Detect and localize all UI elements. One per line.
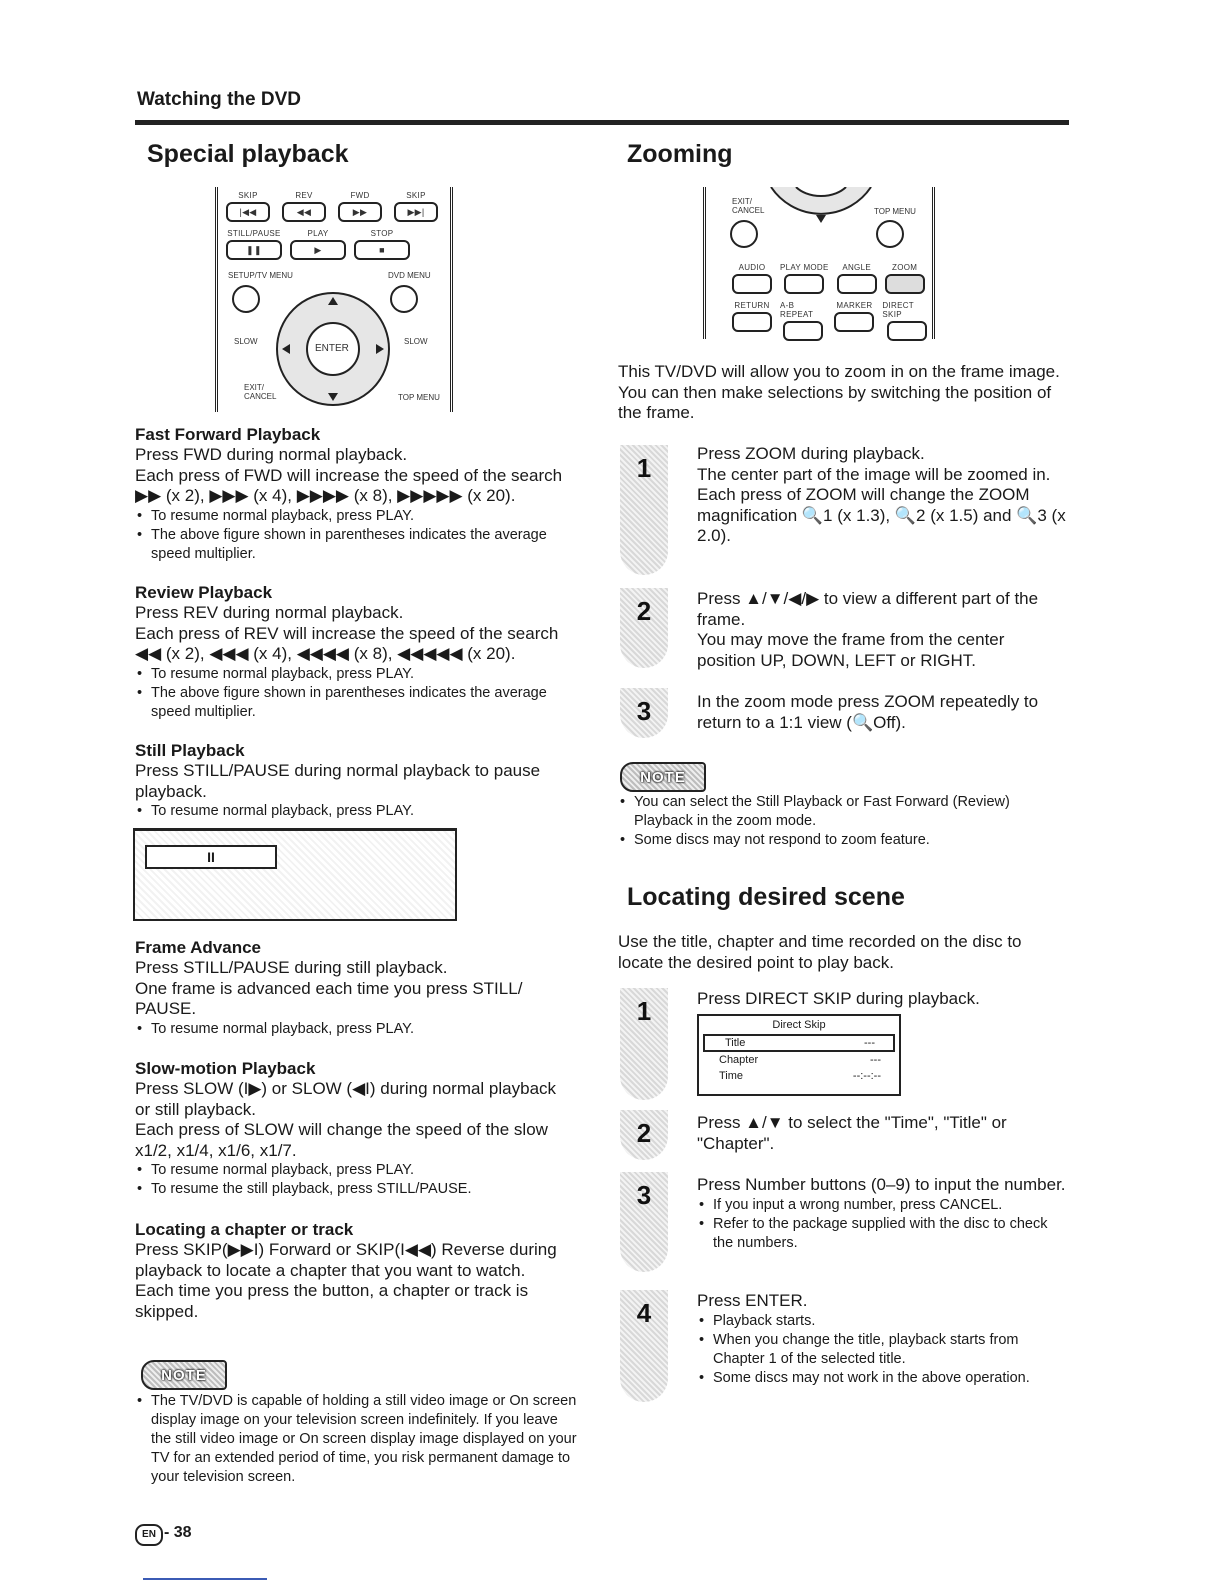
frame-advance-text: One frame is advanced each time you press STILL/ PAUSE. [135,978,523,1018]
remote-illustration [215,187,453,412]
bullet: • The above figure shown in parentheses indicates the average speed multiplier. [135,526,585,564]
step-number-icon [620,1110,668,1160]
step-number-icon [620,445,668,575]
footer-link-rule [143,1578,267,1580]
step-text: Press ENTER. [697,1291,808,1310]
play-key [290,229,346,260]
review-speeds: ◀◀ (x 2), ◀◀◀ (x 4), ◀◀◀◀ (x 8), ◀◀◀◀◀ (x 20). [135,644,516,663]
key-label: ANGLE [842,263,871,272]
step-text: The center part of the image will be zoomed in. [697,464,1051,484]
stop-key [354,229,410,260]
key-label: PLAY [307,229,329,238]
step-number: 3 [636,1180,652,1210]
direct-skip-key [882,301,932,341]
step-number-icon [620,688,668,738]
dpad-partial-icon [766,187,876,239]
osd-row [699,1052,899,1068]
note-icon: NOTE [620,762,706,792]
key-label: DIRECT SKIP [882,301,914,319]
slow-left-label: SLOW [234,337,258,346]
key-label: STOP [370,229,394,238]
key-label: RETURN [734,301,770,310]
step-text: Each press of ZOOM will change the ZOOM magnification 🔍1 (x 1.3), 🔍2 (x 1.5) and 🔍3 (x 2.0). [697,485,1066,545]
enter-label: ENTER [315,343,349,354]
still-heading: Still Playback [135,741,245,760]
step-text: Press ZOOM during playback. [697,444,925,463]
rev-icon: ◀◀ [282,202,326,222]
step-number: 2 [636,596,652,626]
step-number: 4 [636,1298,652,1328]
step-text: Press ▲/▼/◀/▶ to view a different part of the frame. [697,589,1039,629]
locating-title: Locating desired scene [627,883,905,911]
zoom-key [885,263,925,294]
header-rule [135,120,1069,125]
zoom-step-2 [697,589,1067,671]
osd-value: --- [870,1054,881,1066]
bullet: • To resume normal playback, press PLAY. [135,802,585,821]
return-key [732,301,772,341]
fwd-key [338,191,382,222]
step-number: 1 [636,996,652,1026]
bullet: • To resume the still playback, press STILL/PAUSE. [135,1180,565,1199]
still-screen-illustration [133,828,457,921]
review-section [135,583,585,722]
exit-cancel-label: EXIT/ CANCEL [244,383,277,401]
zoom-remote-row-2 [732,301,932,341]
chapter-section [135,1220,575,1322]
bullet: • To resume normal playback, press PLAY. [135,1161,565,1180]
direct-skip-osd [697,1014,901,1096]
step-number: 3 [636,696,652,726]
bullet: • When you change the title, playback starts from Chapter 1 of the selected title. [697,1331,1067,1369]
setup-label: SETUP/TV MENU [228,271,293,280]
skip-back-key [226,191,270,222]
fast-forward-heading: Fast Forward Playback [135,425,321,444]
step-text: You may move the frame from the center position UP, DOWN, LEFT or RIGHT. [697,630,1005,670]
zoom-remote-illustration [703,187,935,339]
key-label: A-B REPEAT [780,301,814,319]
exit-cancel-label: EXIT/ CANCEL [732,197,765,215]
top-menu-label: TOP MENU [398,393,440,402]
language-badge-icon: EN [135,1524,163,1546]
remote-row-2 [226,229,410,260]
play-mode-key [780,263,829,294]
osd-row [699,1068,899,1084]
step-number: 1 [636,453,652,483]
note-bullet: • The TV/DVD is capable of holding a still video image or On screen display image on your television screen indefinitely. If you leave the still video image or On screen display image displayed on your TV for an extended period of time, you risk permanent damage to your television screen. [135,1392,580,1487]
fast-forward-speeds: ▶▶ (x 2), ▶▶▶ (x 4), ▶▶▶▶ (x 8), ▶▶▶▶▶ (x 20). [135,486,516,505]
note-bullet: • You can select the Still Playback or Fast Forward (Review) Playback in the zoom mode. [618,793,1063,831]
ab-repeat-key [780,301,826,341]
key-label: FWD [350,191,370,200]
step-number-icon [620,988,668,1100]
pause-osd-icon: II [145,845,277,869]
slow-motion-text: Each press of SLOW will change the speed of the slow x1/2, x1/4, x1/6, x1/7. [135,1120,548,1160]
locate-step-3 [697,1175,1067,1253]
zoom-intro: This TV/DVD will allow you to zoom in on the frame image. You can then make selections by switching the position of the frame. [618,362,1060,422]
page-number: - 38 [164,1524,192,1541]
top-menu-button-icon [876,220,904,248]
fast-forward-text: Press FWD during normal playback. [135,445,408,464]
key-label: SKIP [406,191,426,200]
exit-button-icon [730,220,758,248]
note-icon: NOTE [141,1360,227,1390]
remote-row-1 [226,191,438,222]
still-section [135,741,585,821]
bullet: • If you input a wrong number, press CANCEL. [697,1196,1067,1215]
step-number-icon [620,1172,668,1272]
setup-button-icon [232,285,260,313]
zoom-note [618,793,1063,850]
bullet: • Playback starts. [697,1312,1067,1331]
locate-step-4 [697,1291,1067,1388]
key-label: MARKER [836,301,873,310]
special-playback-title: Special playback [147,140,349,168]
chapter-text: Each time you press the button, a chapter or track is skipped. [135,1281,529,1321]
skip-forward-key [394,191,438,222]
zooming-title: Zooming [627,140,733,168]
review-heading: Review Playback [135,583,273,602]
step-text: In the zoom mode press ZOOM repeatedly to return to a 1:1 view (🔍Off). [697,692,1039,732]
pause-icon: ❚❚ [226,240,282,260]
key-label: ZOOM [892,263,918,272]
osd-value: --:--:-- [852,1070,881,1082]
top-menu-label: TOP MENU [874,207,916,216]
bullet: • The above figure shown in parentheses indicates the average speed multiplier. [135,684,585,722]
slow-right-label: SLOW [404,337,428,346]
note-bullet: • Some discs may not respond to zoom feature. [618,831,1063,850]
review-text: Press REV during normal playback. [135,603,404,622]
bullet: • To resume normal playback, press PLAY. [135,665,585,684]
locate-step-2: Press ▲/▼ to select the "Time", "Title" or "Chapter". [697,1113,1007,1153]
key-label: STILL/PAUSE [227,229,281,238]
bullet: • Some discs may not work in the above operation. [697,1369,1067,1388]
left-note [135,1392,580,1487]
skip-back-icon: |◀◀ [226,202,270,222]
fwd-icon: ▶▶ [338,202,382,222]
osd-label: Time [719,1070,744,1082]
locating-intro: Use the title, chapter and time recorded on the disc to locate the desired point to play back. [618,932,1022,972]
bullet: • To resume normal playback, press PLAY. [135,507,585,526]
frame-advance-text: Press STILL/PAUSE during still playback. [135,958,448,977]
zoom-step-3 [697,692,1067,733]
section-header: Watching the DVD [137,89,301,110]
stop-icon: ■ [354,240,410,260]
review-text: Each press of REV will increase the speed of the search [135,623,559,643]
bullet: • Refer to the package supplied with the disc to check the numbers. [697,1215,1067,1253]
audio-key [732,263,772,294]
slow-motion-heading: Slow-motion Playback [135,1059,316,1078]
dvd-menu-label: DVD MENU [388,271,431,280]
fast-forward-section [135,425,585,564]
key-label: AUDIO [738,263,766,272]
zoom-step-1 [697,444,1067,547]
osd-value: --- [864,1037,875,1049]
step-text: Press Number buttons (0–9) to input the number. [697,1175,1066,1194]
frame-advance-section [135,938,585,1039]
key-label: REV [295,191,313,200]
fast-forward-text: Each press of FWD will increase the speed of the search [135,465,563,485]
key-label: PLAY MODE [780,263,829,272]
still-text: Press STILL/PAUSE during normal playback to pause playback. [135,761,541,801]
osd-title: Direct Skip [772,1019,826,1031]
zoom-remote-row-1 [732,263,925,294]
play-icon: ▶ [290,240,346,260]
rev-key [282,191,326,222]
osd-label: Title [725,1037,746,1049]
frame-advance-heading: Frame Advance [135,938,261,957]
chapter-heading: Locating a chapter or track [135,1220,354,1239]
chapter-text: Press SKIP(▶▶I) Forward or SKIP(I◀◀) Reverse during playback to locate a chapter that you want to watch. [135,1240,557,1280]
slow-motion-text: Press SLOW (I▶) or SLOW (◀I) during normal playback or still playback. [135,1079,557,1119]
skip-forward-icon: ▶▶| [394,202,438,222]
locate-step-1: Press DIRECT SKIP during playback. [697,989,980,1008]
slow-motion-section [135,1059,565,1199]
key-label: SKIP [238,191,258,200]
osd-row [703,1034,895,1052]
marker-key [834,301,874,341]
bullet: • To resume normal playback, press PLAY. [135,1020,585,1039]
step-number-icon [620,1290,668,1402]
osd-label: Chapter [719,1054,759,1066]
step-number: 2 [636,1118,652,1148]
angle-key [837,263,877,294]
still-pause-key [226,229,282,260]
step-number-icon [620,588,668,668]
